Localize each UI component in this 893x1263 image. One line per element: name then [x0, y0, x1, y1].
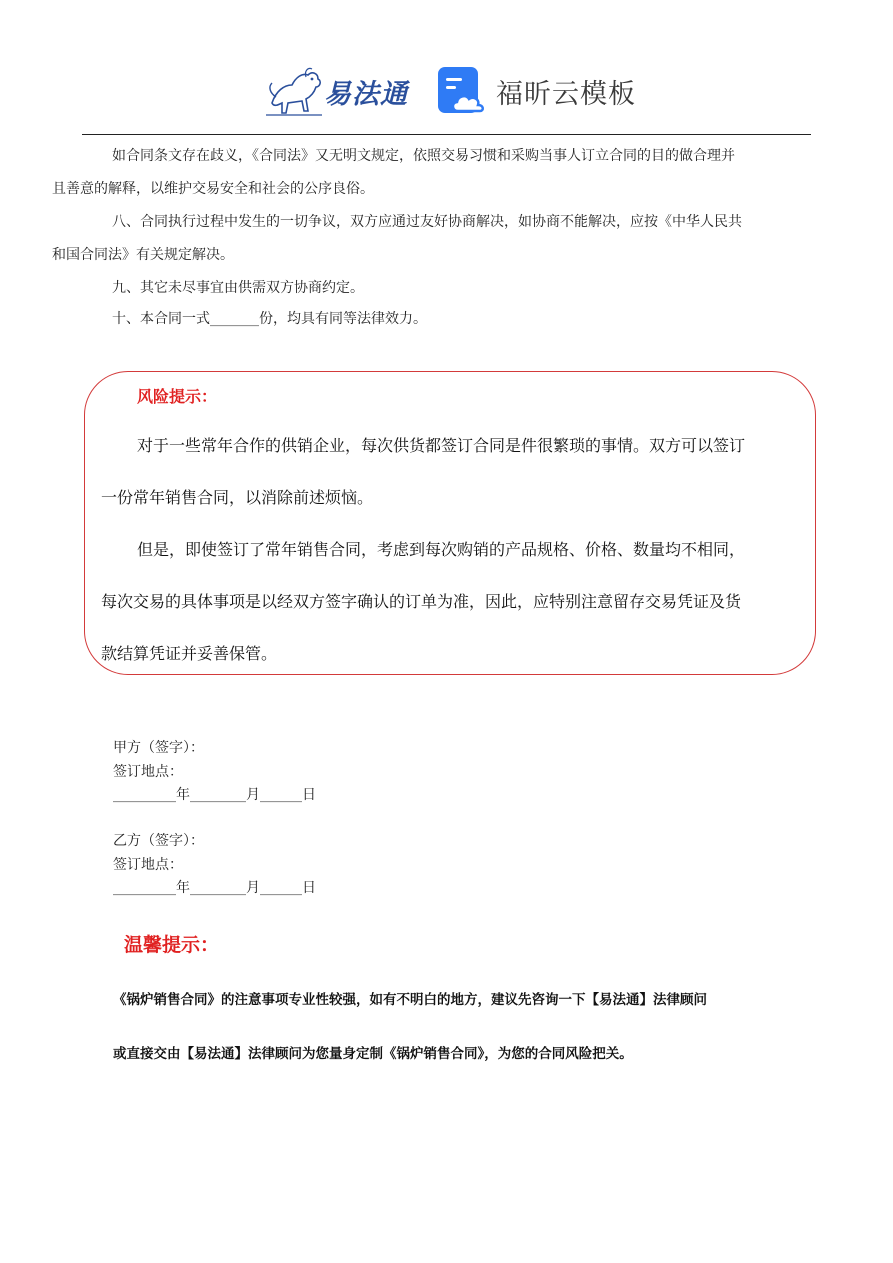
warm-tip-text — [113, 973, 818, 1081]
party-a-place: 签订地点： — [113, 763, 183, 780]
horse-icon — [262, 63, 326, 119]
header-divider — [82, 134, 811, 135]
risk-notice-paragraph-1 — [101, 420, 791, 524]
party-b-date: _________年________月______日 — [113, 880, 316, 896]
warm-tip-line2: 或直接交由【易法通】法律顾问为您量身定制《锅炉销售合同》，为您的合同风险把关。 — [113, 1046, 633, 1062]
logo-right-text: 福昕云模板 — [496, 78, 636, 110]
clause-eight-line2: 和国合同法》有关规定解决。 — [52, 247, 234, 263]
risk-notice-box — [84, 371, 816, 675]
party-a-label: 甲方（签字）： — [113, 740, 204, 756]
yifatong-logo — [262, 62, 408, 120]
risk-line-1: 对于一些常年合作的供销企业，每次供货都签订合同是件很繁琐的事情。双方可以签订 — [137, 436, 746, 455]
foxit-template-logo — [436, 64, 636, 118]
clause-ten — [82, 303, 812, 336]
signature-block-party-b — [113, 830, 316, 901]
clause-interpretation — [52, 140, 812, 206]
cloud-document-icon — [436, 65, 488, 117]
risk-notice-paragraph-2 — [101, 524, 791, 680]
party-a-date: _________年________月______日 — [113, 787, 316, 803]
clause-nine-text: 九、其它未尽事宜由供需双方协商约定。 — [112, 280, 364, 296]
party-b-place: 签订地点： — [113, 856, 183, 873]
risk-line-4: 每次交易的具体事项是以经双方签字确认的订单为准，因此，应特别注意留存交易凭证及货 — [101, 592, 742, 611]
warm-tip-title: 温馨提示： — [124, 934, 220, 956]
logo-left-text: 易法通 — [324, 78, 408, 110]
clause-interpretation-line2: 且善意的解释，以维护交易安全和社会的公序良俗。 — [52, 181, 374, 197]
party-b-label: 乙方（签字）： — [113, 833, 204, 849]
signature-block-party-a — [113, 737, 316, 808]
clause-eight-line1: 八、合同执行过程中发生的一切争议，双方应通过友好协商解决，如协商不能解决，应按《中华人民共 — [112, 214, 742, 230]
risk-line-5: 款结算凭证并妥善保管。 — [101, 644, 278, 663]
risk-line-3: 但是，即使签订了常年销售合同，考虑到每次购销的产品规格、价格、数量均不相同， — [137, 540, 746, 559]
clause-nine — [82, 272, 812, 305]
page-header — [0, 56, 893, 126]
clause-eight — [52, 206, 812, 272]
warm-tip-line1: 《锅炉销售合同》的注意事项专业性较强，如有不明白的地方，建议先咨询一下【易法通】法律顾问 — [113, 992, 707, 1008]
risk-notice-title: 风险提示： — [137, 387, 218, 406]
clause-ten-text: 十、本合同一式_______份，均具有同等法律效力。 — [112, 311, 427, 327]
risk-line-2: 一份常年销售合同，以消除前述烦恼。 — [101, 488, 374, 507]
clause-interpretation-line1: 如合同条文存在歧义，《合同法》又无明文规定，依照交易习惯和采购当事人订立合同的目的做合理并 — [112, 148, 735, 164]
